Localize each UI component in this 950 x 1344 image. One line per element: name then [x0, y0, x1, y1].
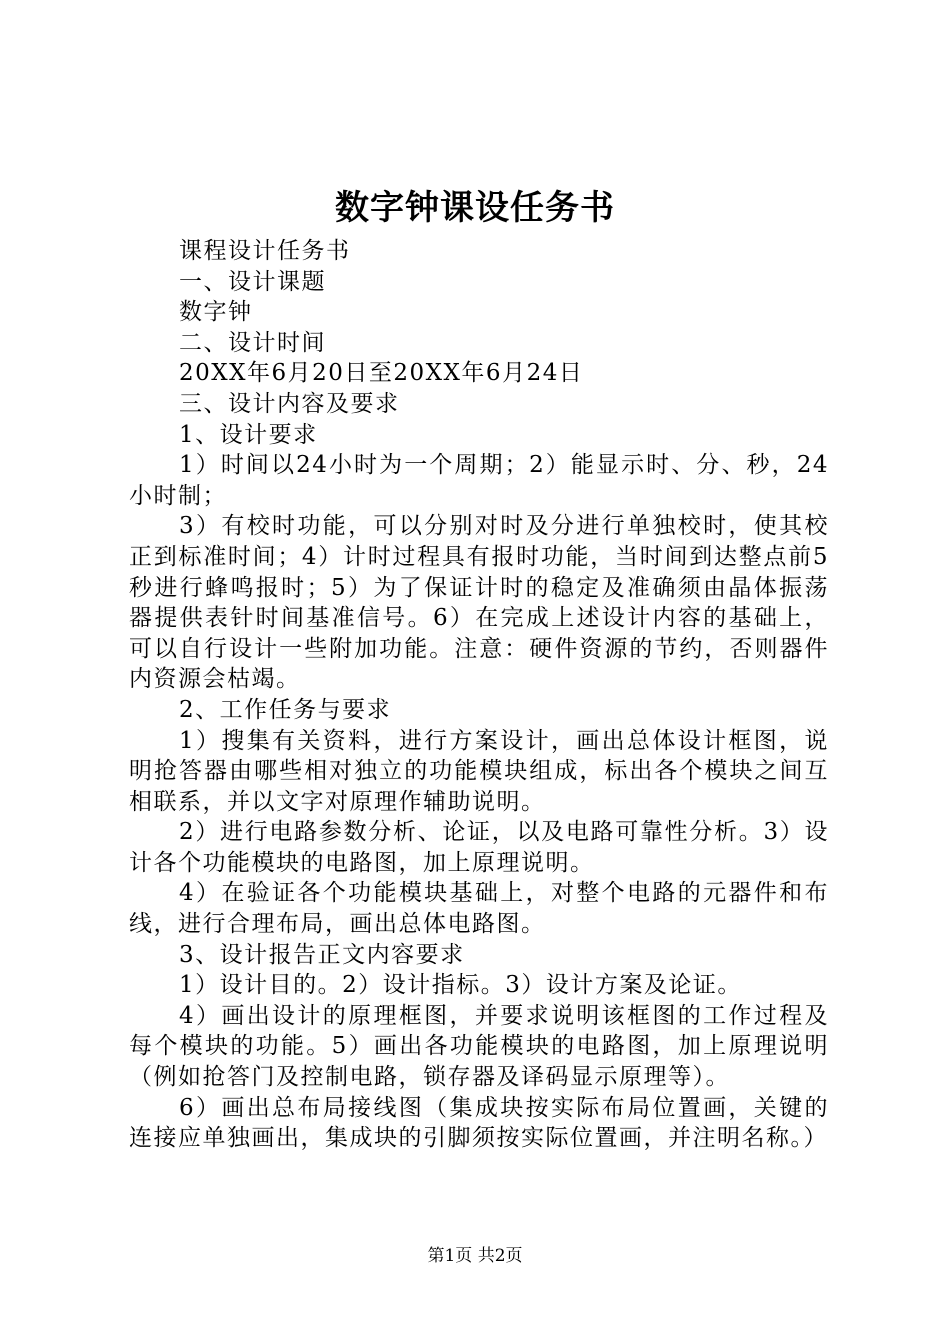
paragraph: 4）在验证各个功能模块基础上，对整个电路的元器件和布线，进行合理布局，画出总体电路图。	[129, 880, 829, 938]
paragraph: 3）有校时功能，可以分别对时及分进行单独校时，使其校正到标准时间；4）计时过程具有报时功能，当时间到达整点前5秒进行蜂鸣报时；5）为了保证计时的稳定及准确须由晶体振荡器提供表针时间基准信号。6）在完成上述设计内容的基础上，可以自行设计一些附加功能。注意：硬件资源的节约，否则器件内资源会枯竭。	[129, 513, 829, 693]
paragraph: 1）搜集有关资料，进行方案设计，画出总体设计框图，说明抢答器由哪些相对独立的功能模块组成，标出各个模块之间互相联系，并以文字对原理作辅助说明。	[129, 727, 829, 815]
paragraph: 课程设计任务书	[179, 238, 351, 264]
paragraph: 1、设计要求	[179, 421, 318, 448]
paragraph: 20XX年6月20日至20XX年6月24日	[179, 360, 584, 387]
paragraph: 二、设计时间	[179, 329, 326, 356]
paragraph: 1）设计目的。2）设计指标。3）设计方案及论证。	[179, 972, 742, 999]
paragraph: 一、设计课题	[179, 268, 326, 295]
page-footer: 第1页 共2页	[427, 1246, 523, 1266]
paragraph: 2）进行电路参数分析、论证，以及电路可靠性分析。3）设计各个功能模块的电路图，加上原理说明。	[129, 819, 829, 876]
document-title: 数字钟课设任务书	[335, 188, 615, 228]
document-body	[129, 236, 829, 1154]
paragraph: 4）画出设计的原理框图，并要求说明该框图的工作过程及每个模块的功能。5）画出各功能模块的电路图，加上原理说明（例如抢答门及控制电路，锁存器及译码显示原理等）。	[129, 1002, 829, 1091]
paragraph: 三、设计内容及要求	[179, 390, 400, 417]
paragraph: 1）时间以24小时为一个周期；2）能显示时、分、秒，24小时制；	[129, 452, 829, 509]
paragraph: 2、工作任务与要求	[179, 696, 392, 723]
paragraph: 3、设计报告正文内容要求	[179, 941, 465, 968]
paragraph: 6）画出总布局接线图（集成块按实际布局位置画，关键的连接应单独画出，集成块的引脚须按实际位置画，并注明名称。）	[129, 1094, 829, 1152]
paragraph: 数字钟	[179, 299, 253, 326]
